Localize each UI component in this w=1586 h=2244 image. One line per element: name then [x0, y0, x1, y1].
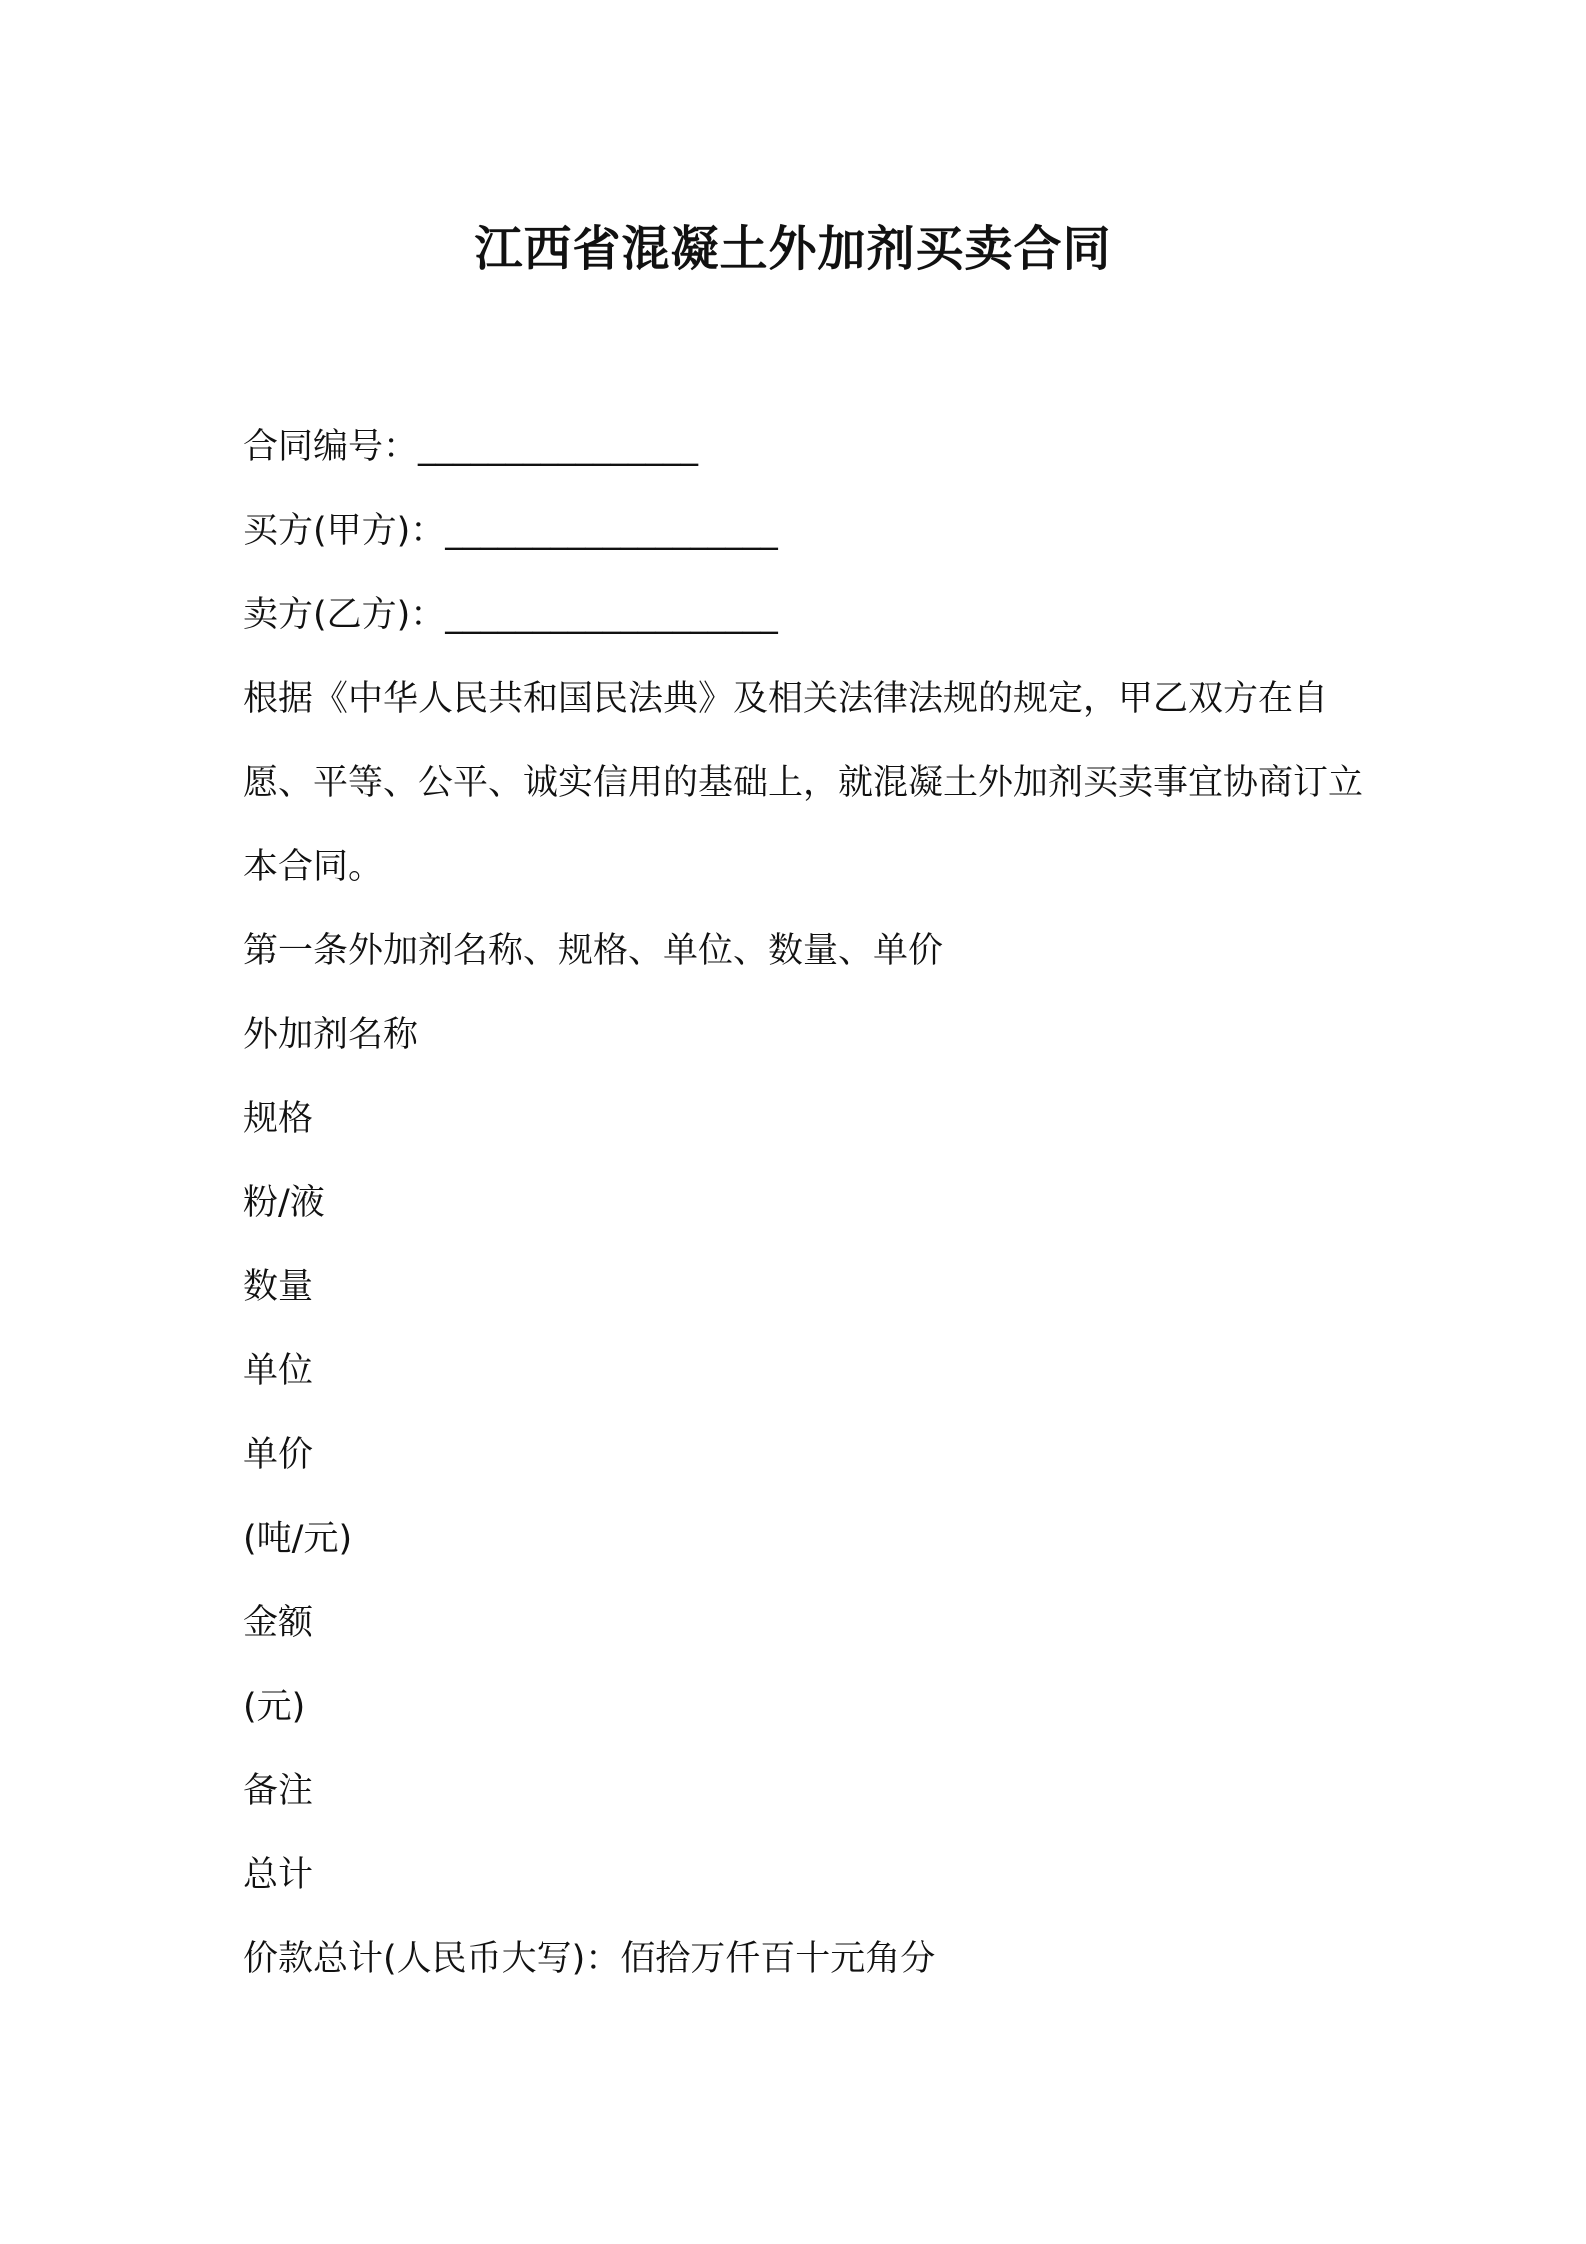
seller-line: 卖方(乙方)：___________________ [243, 595, 778, 635]
field-unit-price: 单价 [243, 1435, 314, 1475]
field-quantity: 数量 [243, 1267, 314, 1307]
article-1-heading: 第一条外加剂名称、规格、单位、数量、单价 [243, 931, 944, 971]
field-powder-liquid: 粉/液 [243, 1183, 325, 1223]
document-body [243, 405, 1363, 2001]
field-remarks: 备注 [243, 1771, 314, 1811]
field-unit: 单位 [243, 1351, 314, 1391]
field-total: 总计 [243, 1855, 314, 1895]
field-unit-price-unit: (吨/元) [243, 1519, 353, 1559]
field-additive-name: 外加剂名称 [243, 1015, 419, 1055]
field-amount-unit: (元) [243, 1687, 306, 1727]
buyer-line: 买方(甲方)：___________________ [243, 511, 778, 551]
preamble-paragraph: 根据《中华人民共和国民法典》及相关法律法规的规定，甲乙双方在自愿、平等、公平、诚实信用的基础上，就混凝土外加剂买卖事宜协商订立本合同。 [243, 679, 1364, 887]
field-amount: 金额 [243, 1603, 314, 1643]
total-price-line: 价款总计(人民币大写)：佰拾万仟百十元角分 [243, 1939, 936, 1979]
field-specification: 规格 [243, 1099, 314, 1139]
document-title: 江西省混凝土外加剂买卖合同 [474, 221, 1112, 277]
contract-number-line: 合同编号：________________ [243, 427, 699, 467]
